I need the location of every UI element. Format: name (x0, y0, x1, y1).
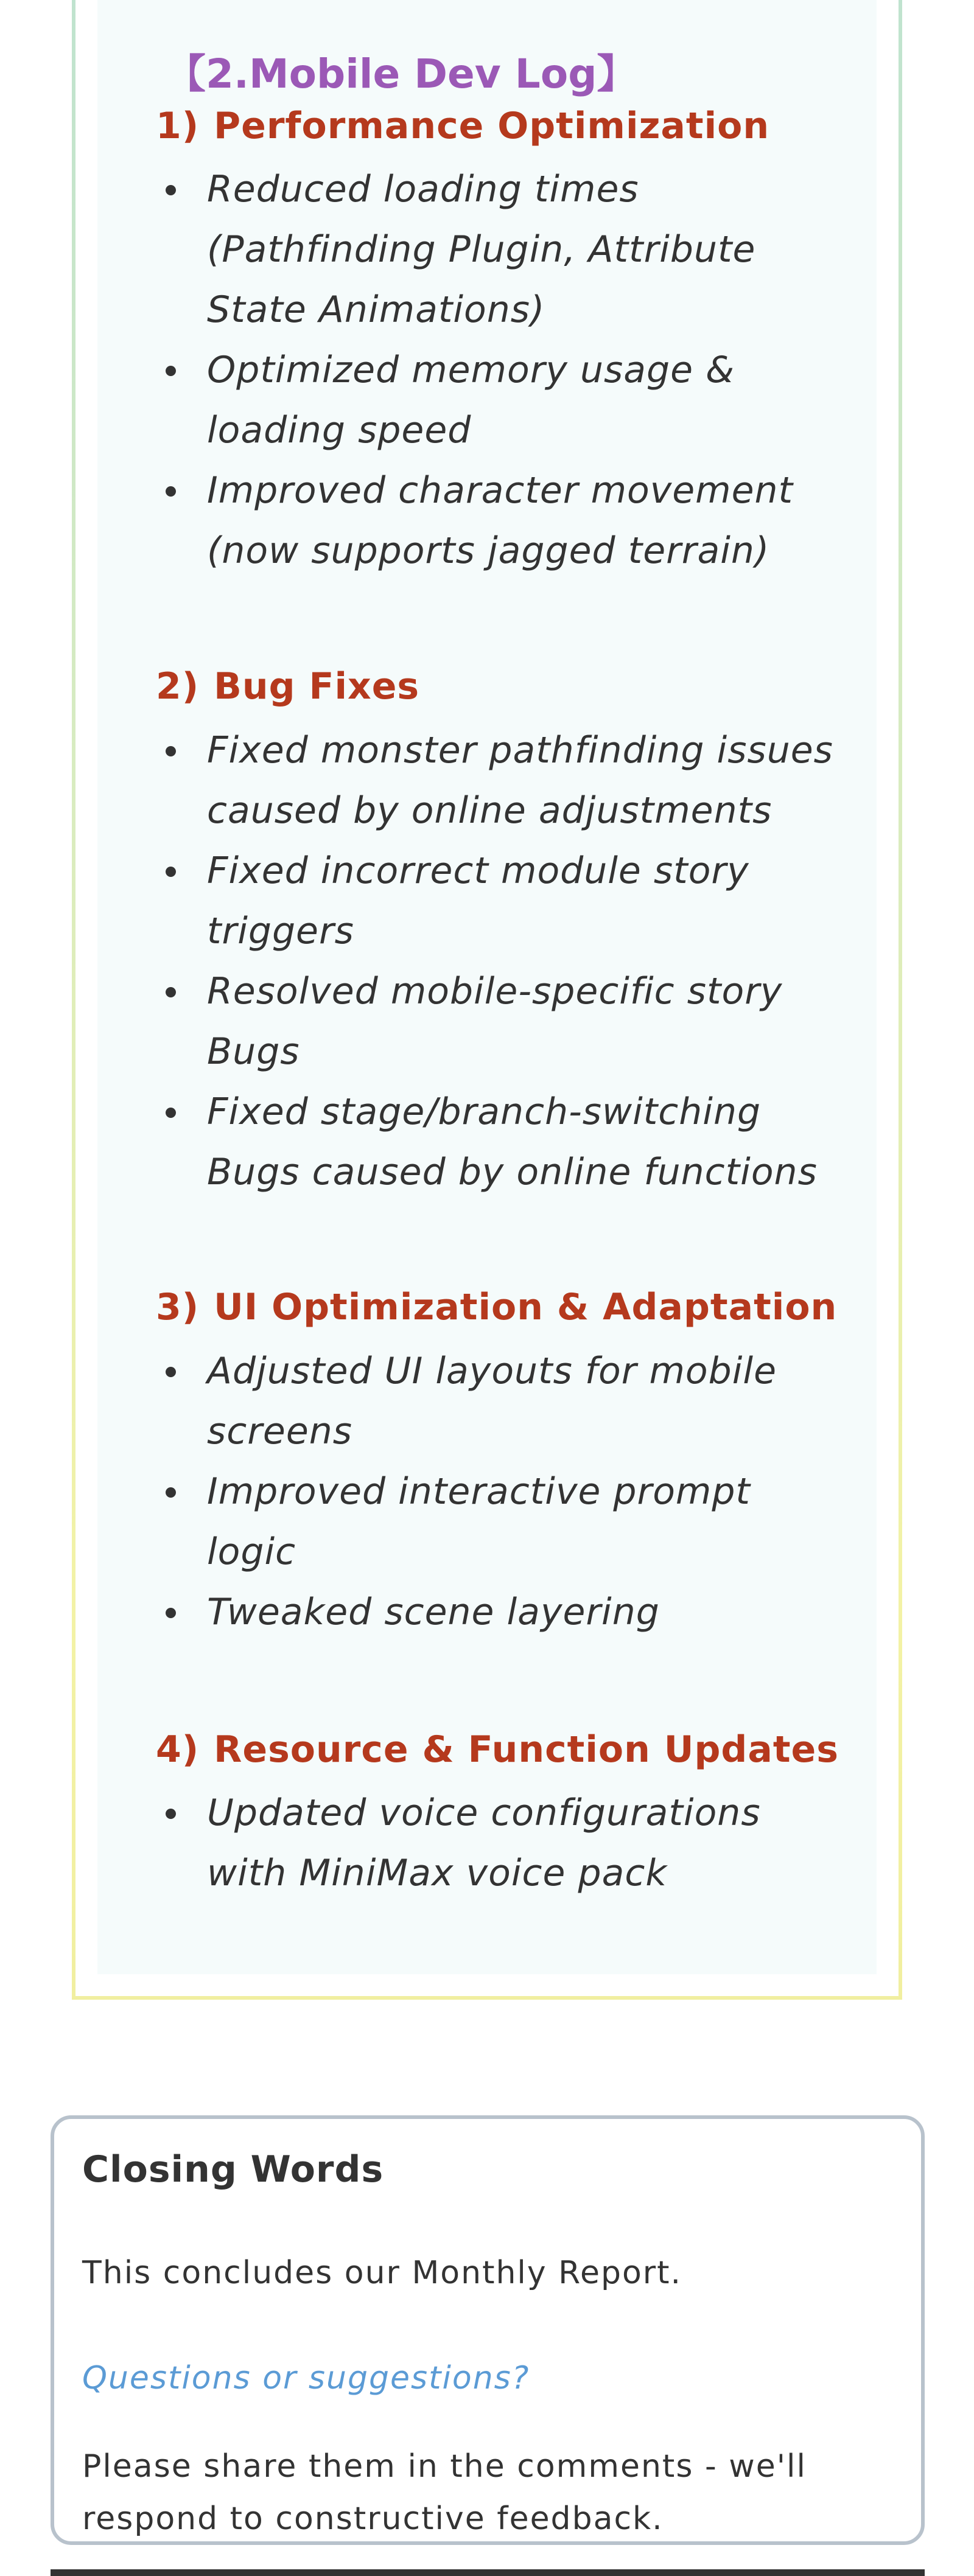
performance-list (156, 159, 838, 581)
list-item: Resolved mobile-specific story Bugs (156, 962, 838, 1082)
subheading-text: Performance Optimization (214, 105, 770, 147)
ui-optimization-list (156, 1341, 838, 1642)
list-item: Improved interactive prompt logic (156, 1462, 838, 1582)
bullet-icon (166, 1108, 176, 1118)
bullet-icon (166, 1608, 176, 1618)
section-title: 【2.Mobile Dev Log】 (166, 51, 637, 97)
list-item: Adjusted UI layouts for mobile screens (156, 1341, 838, 1462)
resource-updates-list (156, 1783, 838, 1904)
list-item: Reduced loading times (Pathfinding Plugin, Attribute State Animations) (156, 159, 838, 340)
closing-line: This concludes our Monthly Report. (82, 2255, 682, 2291)
closing-feedback-text: Please share them in the comments - we'll respond to constructive feedback. (82, 2448, 807, 2537)
subheading-number: 3) (156, 1286, 200, 1328)
bullet-icon (166, 1809, 176, 1819)
bug-fixes-list (156, 721, 838, 1202)
list-item: Fixed monster pathfinding issues caused by online adjustments (156, 721, 838, 841)
bullet-icon (166, 987, 176, 997)
bottom-divider (51, 2569, 925, 2576)
list-item: Fixed stage/branch-switching Bugs caused by online functions (156, 1082, 838, 1202)
subheading-ui-optimization (156, 1286, 837, 1328)
list-item: Updated voice configurations with MiniMax voice pack (156, 1783, 838, 1904)
subheading-number: 2) (156, 665, 200, 708)
list-item: Optimized memory usage & loading speed (156, 340, 838, 461)
closing-words-card (51, 2115, 925, 2545)
subheading-text: UI Optimization & Adaptation (214, 1286, 838, 1328)
questions-link[interactable]: Questions or suggestions? (82, 2360, 530, 2396)
subheading-bug-fixes (156, 665, 419, 708)
subheading-performance-optimization (156, 105, 769, 147)
list-item: Improved character movement (now supports jagged terrain) (156, 461, 838, 581)
subheading-text: Bug Fixes (214, 665, 420, 708)
bullet-icon (166, 746, 176, 756)
subheading-resource-updates (156, 1728, 839, 1771)
subheading-number: 4) (156, 1728, 200, 1771)
list-item: Fixed incorrect module story triggers (156, 841, 838, 962)
bullet-icon (166, 867, 176, 877)
bullet-icon (166, 366, 176, 376)
bullet-icon (166, 185, 176, 195)
bullet-icon (166, 1367, 176, 1377)
bullet-icon (166, 486, 176, 497)
closing-title: Closing Words (82, 2148, 384, 2191)
subheading-number: 1) (156, 105, 200, 147)
bullet-icon (166, 1487, 176, 1498)
subheading-text: Resource & Function Updates (214, 1728, 839, 1771)
list-item: Tweaked scene layering (156, 1582, 838, 1642)
